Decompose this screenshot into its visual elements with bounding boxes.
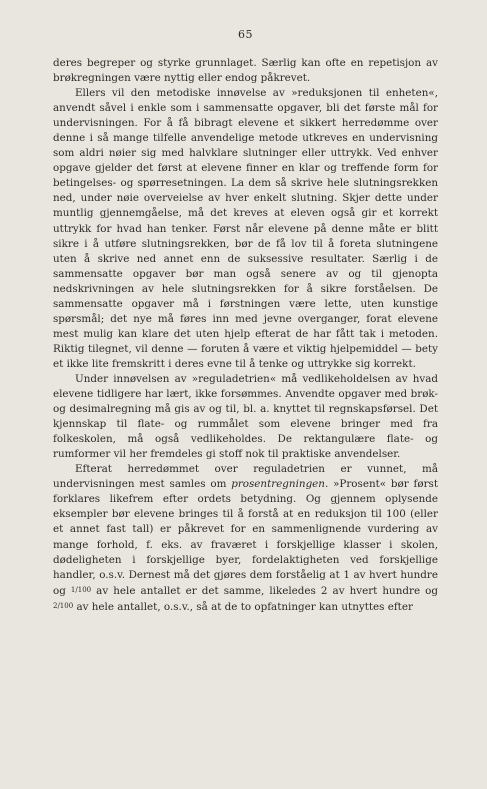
text-run: »Prosent« bør først forklares likefrem efter ordets betydning. Og gjennem oplysende eksempler bør elevene bringes til å forstå at en reduksjon til 100 (eller et annet fast tall) er påkrevet for en sammenlignende vurdering av mange forhold, f. eks. av fraværet i forskjellige klasser i skolen, dødeligheten i forskjellige byer, fordelaktigheten ved forskjellige handler, o.s.v. Dernest må det gjøres dem forståelig at 1 av hvert hundre og [53, 478, 438, 597]
text-run: av hele antallet, o.s.v., så at de to opfatninger kan utnyttes efter [73, 600, 413, 613]
paragraph [53, 56, 438, 86]
fraction: 2/100 [53, 601, 74, 610]
text-run: Under innøvelsen av »reguladetrien« må vedlikeholdelsen av hvad elevene tidligere har lært, ikke forsømmes. Anvendte opgaver med brøk- og desimalregning må gis av og til, bl. a. knyttet til regnskapsførsel. Det kjennskap til flate- og rummålet som elevene bringer med fra folkeskolen, må også vedlikeholdes. De rektangulære flate- og rumformer vil her fremdeles gi stoff nok til praktiske anvendelser. [53, 372, 438, 461]
body-text [53, 56, 438, 615]
paragraph [53, 462, 438, 614]
page-number: 65 [238, 28, 253, 41]
paragraph [53, 372, 438, 462]
text-run: Ellers vil den metodiske innøvelse av »reduksjonen til enheten«, anvendt såvel i enkle som i sammensatte opgaver, bli det første mål for undervisningen. For å få bibragt elevene et sikkert herredømme over denne i så mange tilfelle anvendelige metode utkreves en undervisning som aldri nøier sig med halvklare slutninger eller uttrykk. Ved enhver opgave gjelder det først at elevene finner en klar og treffende form for betingelses- og spørresetningen. La dem så skrive hele slutningsrekken ned, under nøie overveielse av hver enkelt slutning. Skjer dette under muntlig gjennemgåelse, må det kreves at eleven også gir et korrekt uttrykk for hvad han tenker. Først når elevene på denne måte er blitt sikre i å utføre slutningsrekken, bør de få lov til å foreta slutningene uten å skrive ned annet enn de suksessive resultater. Særlig i de sammensatte opgaver bør man også senere av og til gjenopta nedskrivningen av hele slutningsrekken for å sikre forståelsen. De sammensatte opgaver må i førstningen være lette, uten kunstige spørsmål; det nye må føres inn med jevne overganger, forat elevene mest mulig kan klare det uten hjelp efterat de har fått tak i metoden. Riktig tilegnet, vil denne — foruten å være et viktig hjelpemiddel — bety et ikke lite fremskritt i deres evne til å tenke og uttrykke sig korrekt. [53, 87, 438, 370]
italic-term: prosentregningen. [231, 478, 329, 491]
fraction: 1/100 [70, 585, 92, 594]
text-run: deres begreper og styrke grunnlaget. Særlig kan ofte en repetisjon av brøkregningen være nyttig eller endog påkrevet. [53, 57, 438, 85]
paragraph [53, 86, 438, 372]
text-run: av hele antallet er det samme, likeledes 2 av hvert hundre og [91, 584, 438, 597]
text-run: Efterat herredømmet over reguladetrien er vunnet, må undervisningen mest samles om [53, 463, 438, 491]
